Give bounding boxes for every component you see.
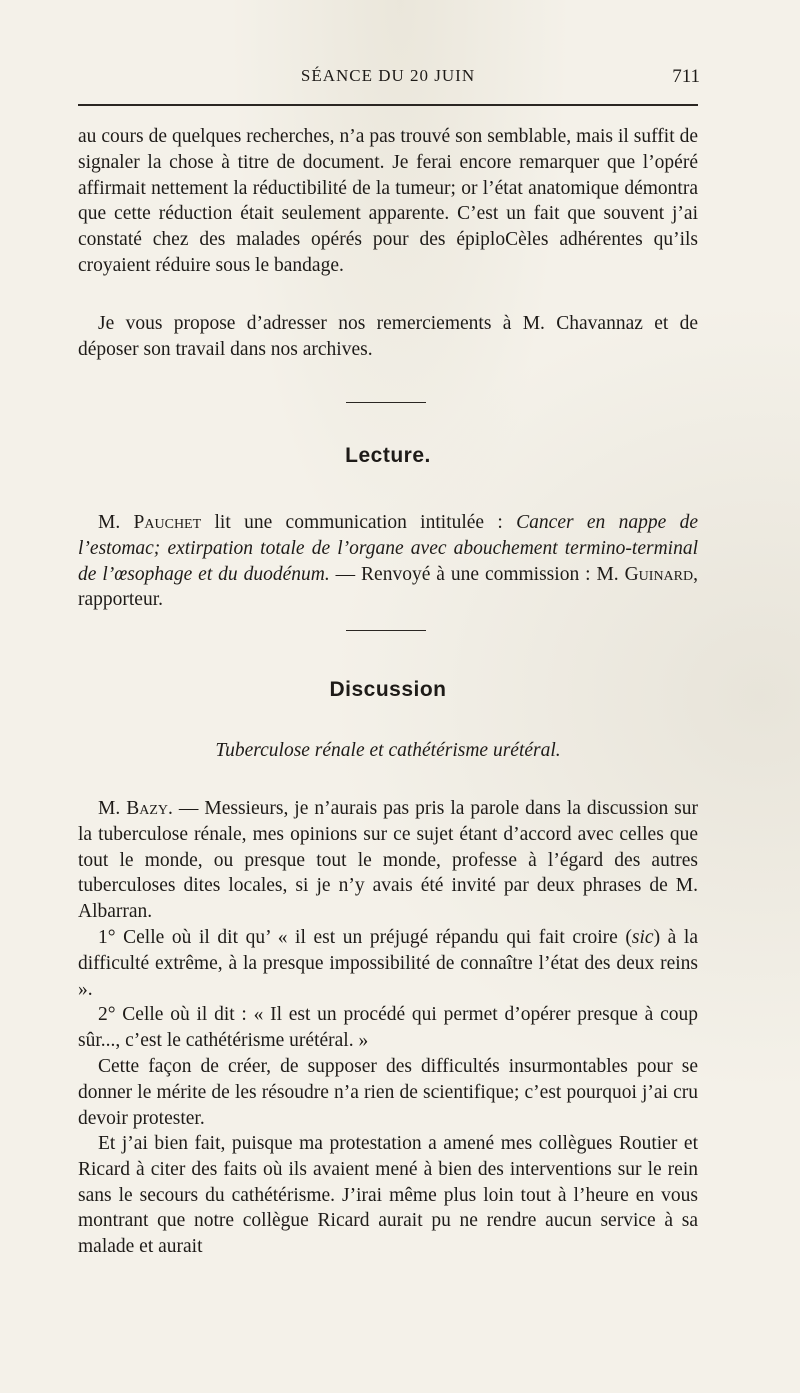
- discussion-paragraph4: Et j’ai bien fait, puisque ma protestation a amené mes collègues Routier et Ricard à citer des faits où ils avaient mené à bien des interventions sur le rein sans le secours du cathétérisme. J’irai même plus loin tout à l’heure en vous montrant que notre collègue Ricard aurait pu ne rendre aucun service à sa malade et aurait: [78, 1133, 698, 1258]
- point1-sic: sic: [631, 927, 654, 948]
- speaker-name: Bazy.: [126, 798, 173, 819]
- section1-paragraph1: au cours de quelques recherches, n’a pas trouvé son semblable, mais il suffit de signaler la chose à titre de document. Je ferai encore remarquer que l’opéré affirmait nettement la réductibilité de la tumeur; or l’état anatomique démontra que cette réduction était seulement apparente. C’est un fait que souvent j’ai constaté chez des malades opérés pour des épiploCèles adhérentes qu’ils croyaient réduire sous le bandage.: [78, 126, 698, 276]
- discussion-paragraph1: [78, 796, 698, 925]
- lecture-author: Pauchet: [133, 512, 202, 533]
- header-rule: [78, 104, 698, 106]
- lecture-renvoi: — Renvoyé à une commission : M.: [335, 563, 619, 585]
- speaker-prefix: M.: [98, 798, 121, 819]
- point1-end: ) à la difficulté extrême, à la presque impossibilité de connaître l’état des deux reins ».: [78, 927, 698, 1000]
- section-separator: [346, 402, 426, 403]
- lecture-paragraph: [78, 510, 698, 613]
- discussion-paragraph1-text: — Messieurs, je n’aurais pas pris la parole dans la discussion sur la tuberculose rénale, mes opinions sur ce sujet étant d’accord avec celles que tout le monde, ou presque tout le monde, professe à l’égard des autres tuberculoses dites locales, si je n’y avais été invité par deux phrases de M. Albarran.: [78, 798, 699, 923]
- page-header: [76, 66, 700, 96]
- lecture-title: Cancer en nappe de l’estomac; extirpation totale de l’organe avec abouchement termino-terminal de l’œsophage et du duodénum.: [78, 512, 699, 585]
- running-head: SÉANCE DU 20 JUIN: [300, 66, 476, 85]
- discussion-heading: Discussion: [329, 678, 447, 701]
- section1-paragraph2: Je vous propose d’adresser nos remerciements à M. Chavannaz et de déposer son travail dans nos archives.: [78, 313, 698, 360]
- discussion-subheading: Tuberculose rénale et cathétérisme urétéral.: [215, 740, 561, 761]
- lecture-author-prefix: M.: [98, 512, 121, 533]
- section-separator-2: [346, 630, 426, 631]
- point1-start: 1° Celle où il dit qu’ « il est un préjugé répandu qui fait croire (: [98, 927, 632, 948]
- page-number: 711: [672, 66, 700, 87]
- discussion-point1: [78, 925, 698, 1002]
- lecture-verb: lit une communication intitulée :: [214, 512, 503, 533]
- lecture-heading: Lecture.: [345, 444, 431, 467]
- discussion-paragraph3: Cette façon de créer, de supposer des difficultés insurmontables pour se donner le mérite de les résoudre n’a rien de scientifique; c’est pourquoi j’ai cru devoir protester.: [78, 1056, 698, 1129]
- lecture-rapporteur-suffix: , rapporteur.: [78, 563, 698, 611]
- discussion-point2: 2° Celle où il dit : « Il est un procédé qui permet d’opérer presque à coup sûr..., c’est le cathétérisme urétéral. »: [78, 1004, 698, 1051]
- lecture-rapporteur: Guinard: [624, 563, 694, 585]
